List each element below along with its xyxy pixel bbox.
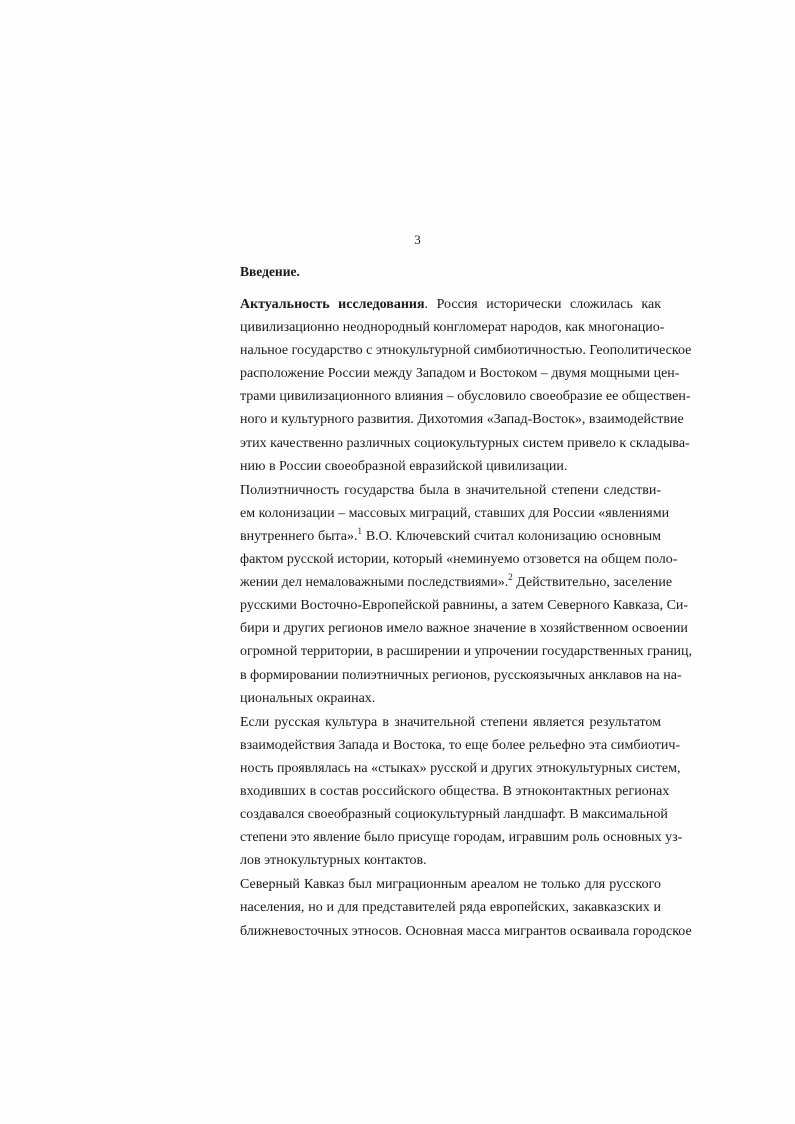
text-line: степени это явление было присуще городам, игравшим роль основных уз- (240, 830, 683, 846)
footnote-ref[interactable]: 1 (357, 525, 363, 536)
text-line: Полиэтничность государства была в значительной степени следстви- (240, 482, 661, 498)
text-line: жении дел немаловажными последствиями».$^2$ Действительно, заселение (240, 572, 673, 591)
text-line: Северный Кавказ был миграционным ареалом не только для русского (240, 877, 661, 893)
text-line: входивших в состав российского общества. В этноконтактных регионах (240, 783, 670, 799)
text-line: нию в России своеобразной евразийской цивилизации. (240, 458, 568, 474)
text-line: расположение России между Западом и Востоком – двумя мощными цен- (240, 366, 680, 382)
relevance-lead: Актуальность исследования (240, 297, 425, 312)
body-text (240, 262, 693, 943)
text-line: ближневосточных этносов. Основная масса мигрантов осваивала городское (240, 923, 692, 939)
text-line: создавался своеобразный социокультурный ландшафт. В максимальной (240, 807, 668, 823)
text-line: огромной территории, в расширении и упрочении государственных границ, (240, 644, 693, 660)
text-line: этих качественно различных социокультурных систем привело к складыва- (240, 435, 690, 451)
text-line: ность проявлялась на «стыках» русской и других этнокультурных систем, (240, 760, 681, 776)
text-line: лов этнокультурных контактов. (240, 853, 427, 869)
text-line: трами цивилизационного влияния – обусловило своеобразие ее обществен- (240, 389, 691, 405)
paragraph-relevance (240, 293, 692, 478)
text-line: цивилизационно неоднородный конгломерат народов, как многонацио- (240, 320, 665, 336)
paragraph-symbiosis (240, 711, 683, 873)
page-number: 3 (414, 232, 421, 247)
text-line: нальное государство с этнокультурной симбиотичностью. Геополитическое (240, 343, 692, 359)
paragraph-polyethnicity (240, 479, 693, 710)
text-line: Актуальность исследования. Россия исторически сложилась как (240, 297, 661, 312)
text-line: взаимодействия Запада и Востока, то еще более рельефно эта симбиотич- (240, 737, 681, 753)
text-line: населения, но и для представителей ряда европейских, закавказских и (240, 900, 661, 916)
text-line: внутреннего быта».$^1$ В.О. Ключевский считал колонизацию основным (240, 525, 661, 544)
text-line: циональных окраинах. (240, 690, 376, 706)
text-line: в формировании полиэтничных регионов, русскоязычных анклавов на на- (240, 667, 682, 683)
section-heading: Введение. (240, 264, 300, 279)
text-line: русскими Восточно-Европейской равнины, а затем Северного Кавказа, Си- (240, 598, 689, 614)
footnote-ref[interactable]: 2 (508, 572, 513, 583)
text-line: ем колонизации – массовых миграций, ставших для России «явлениями (240, 505, 670, 521)
text-line: фактом русской истории, который «неминуемо отзовется на общем поло- (240, 552, 678, 568)
paragraph-north-caucasus (240, 873, 692, 942)
text-line: бири и других регионов имело важное значение в хозяйственном освоении (240, 621, 688, 637)
text-line: ного и культурного развития. Дихотомия «Запад-Восток», взаимодействие (240, 412, 684, 428)
text-line: Если русская культура в значительной степени является результатом (240, 714, 661, 730)
